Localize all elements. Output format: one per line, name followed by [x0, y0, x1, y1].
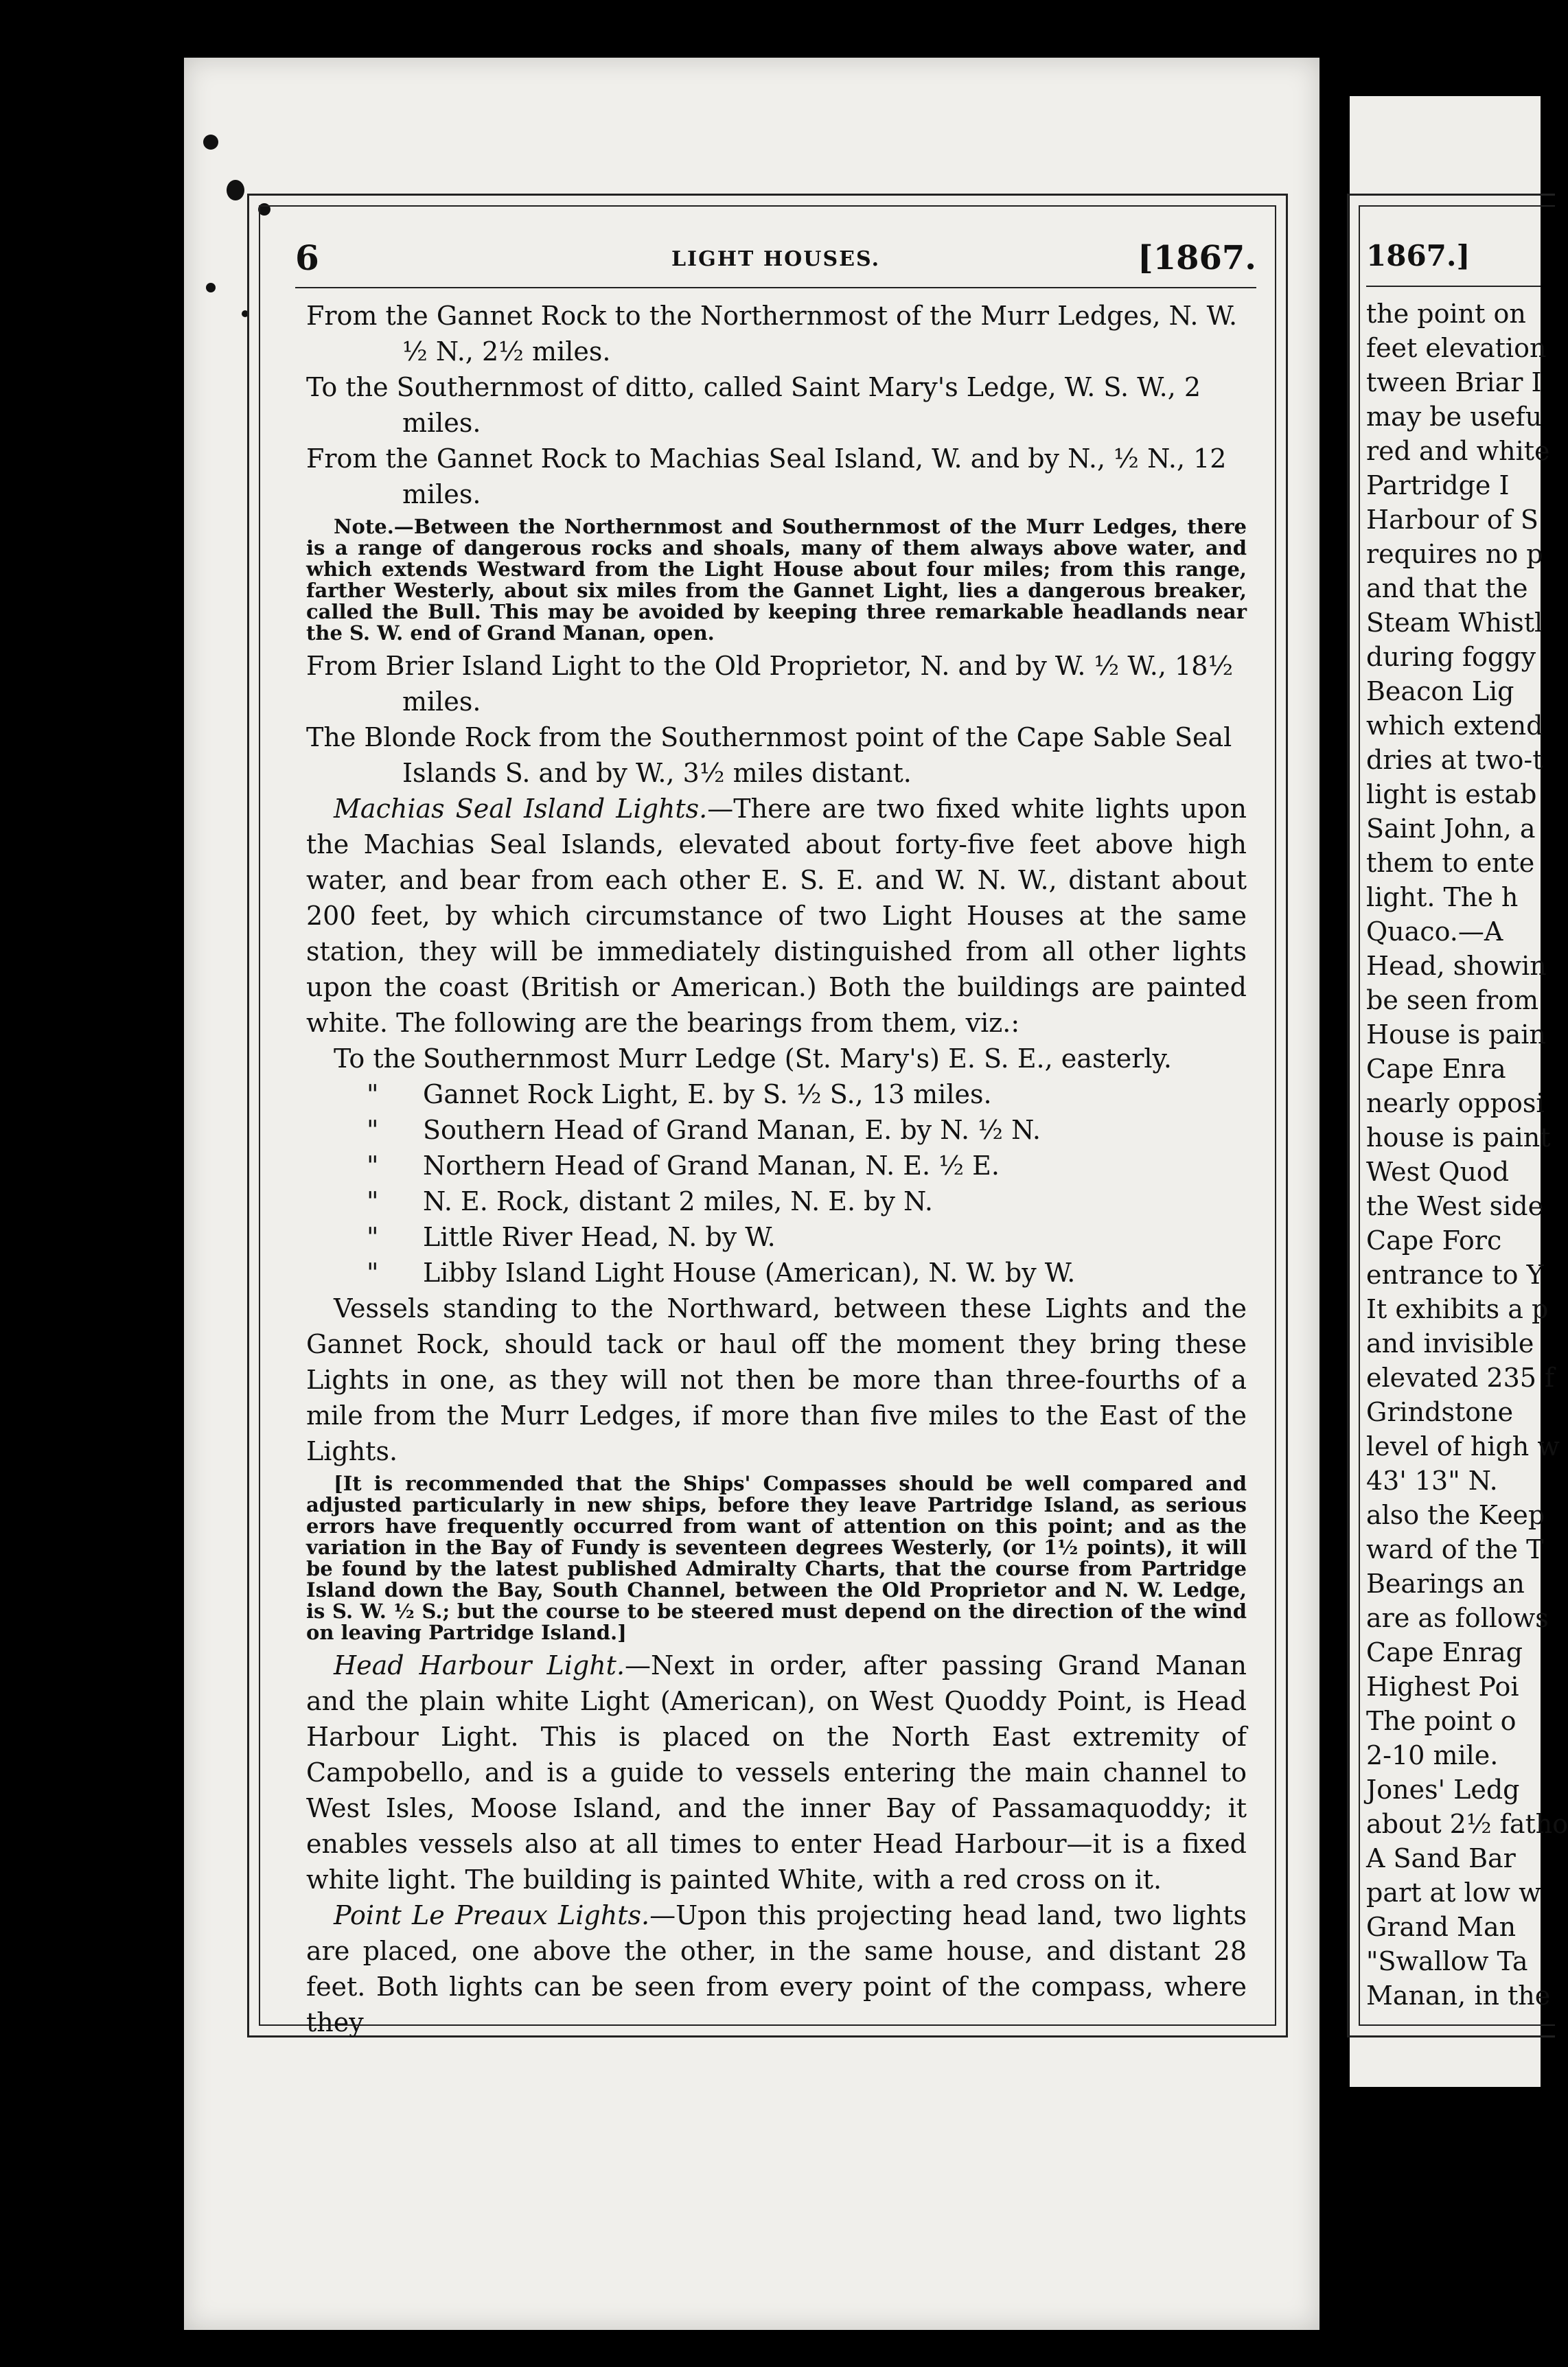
facing-page-line: which extend: [1366, 711, 1543, 741]
section-heading: Head Harbour Light.: [334, 1650, 625, 1681]
bearing-row: [334, 1041, 1247, 1076]
page-title: LIGHT HOUSES.: [671, 247, 881, 271]
bearing-mark: To the: [334, 1043, 416, 1074]
facing-page-line: Cape Enra: [1366, 1054, 1506, 1084]
facing-page-line: light. The h: [1366, 882, 1519, 912]
facing-page-line: Bearings an: [1366, 1569, 1525, 1599]
ink-spot: [227, 180, 244, 200]
bearing-text: Northern Head of Grand Manan, N. E. ½ E.: [423, 1151, 1000, 1181]
facing-page-line: red and white: [1366, 436, 1550, 466]
facing-page-line: It exhibits a p: [1366, 1294, 1549, 1324]
facing-page-line: and that the: [1366, 573, 1528, 603]
bearing-row: [334, 1184, 1247, 1219]
facing-page-line: requires no p: [1366, 539, 1543, 569]
bearing-mark: ": [367, 1115, 379, 1145]
facing-page-line: Highest Poi: [1366, 1672, 1519, 1702]
facing-page-line: elevated 235 f: [1366, 1363, 1555, 1393]
facing-page-line: "Swallow Ta: [1366, 1946, 1528, 1976]
facing-page-line: Partridge I: [1366, 470, 1510, 500]
facing-page-line: be seen from: [1366, 985, 1539, 1015]
facing-page-line: Beacon Lig: [1366, 676, 1514, 706]
facing-page-line: 43' 13" N.: [1366, 1466, 1498, 1496]
facing-page-line: ward of the T: [1366, 1534, 1544, 1564]
bearing-mark: ": [367, 1186, 379, 1216]
page-content: [295, 233, 1256, 2040]
vessels-paragraph: Vessels standing to the Northward, between these Lights and the Gannet Rock, should tack or haul off the moment they bring these Lights in one, as they will not then be more than three-fourths of a mile from the Murr Ledges, if more than five miles to the East of the Lights.: [306, 1293, 1247, 1466]
facing-page-line: entrance to Y: [1366, 1260, 1544, 1290]
bearing-text: Gannet Rock Light, E. by S. ½ S., 13 miles.: [423, 1079, 992, 1109]
facing-page-line: Quaco.—A: [1366, 916, 1503, 947]
facing-page-lines: [1366, 297, 1568, 2013]
page-year: [1867.: [1137, 239, 1256, 277]
section-heading: Point Le Preaux Lights.: [334, 1900, 650, 1930]
bearing-paragraph: From Brier Island Light to the Old Proprietor, N. and by W. ½ W., 18½ miles.: [306, 651, 1234, 717]
page-number: 6: [295, 238, 319, 278]
facing-page-line: during foggy: [1366, 642, 1536, 672]
facing-page-line: part at low w: [1366, 1878, 1541, 1908]
head-harbour-paragraph: [306, 1648, 1247, 1897]
bearings-list: [306, 1041, 1247, 1291]
bearing-row: [334, 1219, 1247, 1255]
facing-page-line: Steam Whistl: [1366, 608, 1543, 638]
facing-page-line: Jones' Ledg: [1366, 1775, 1520, 1805]
facing-page-line: Cape Enrag: [1366, 1637, 1523, 1667]
bearing-row: [334, 1076, 1247, 1112]
point-le-preaux-paragraph: [306, 1897, 1247, 2040]
facing-page-line: feet elevation: [1366, 333, 1547, 363]
bearing-row: [334, 1148, 1247, 1184]
ink-spot: [203, 135, 218, 150]
bearing-mark: ": [367, 1222, 379, 1252]
bearing-text: Southern Head of Grand Manan, E. by N. ½ N.: [423, 1115, 1041, 1145]
facing-page-year: 1867.]: [1366, 233, 1541, 287]
bearing-mark: ": [367, 1258, 379, 1288]
bearing-paragraph: The Blonde Rock from the Southernmost point of the Cape Sable Seal Islands S. and by W., 3½ miles distant.: [306, 722, 1232, 788]
note-paragraph: Note.—Between the Northernmost and Southernmost of the Murr Ledges, there is a range of dangerous rocks and shoals, many of them always above water, and which extends Westward from the Light House about four miles; from this range, farther Westerly, about six miles from the Gannet Light, lies a dangerous breaker, called the Bull. This may be avoided by keeping three remarkable headlands near the S. W. end of Grand Manan, open.: [306, 515, 1247, 645]
article-body: [306, 298, 1247, 2040]
facing-page-line: the point on: [1366, 299, 1526, 329]
facing-page-line: tween Briar I: [1366, 367, 1542, 397]
compass-note: [It is recommended that the Ships' Compasses should be well compared and adjusted particularly in new ships, before they leave Partridge Island, as serious errors have frequently occurred from want of attention on this point; and as the variation in the Bay of Fundy is seventeen degrees Westerly, (or 1½ points), it will be found by the latest published Admiralty Charts, that the course from Partridge Island down the Bay, South Channel, between the Old Proprietor and N. W. Ledge, is S. W. ½ S.; but the course to be steered must depend on the direction of the wind on leaving Partridge Island.]: [306, 1472, 1247, 1644]
facing-page-line: about 2½ fatho: [1366, 1809, 1568, 1839]
facing-page-line: them to ente: [1366, 848, 1535, 878]
facing-page-line: West Quod: [1366, 1157, 1510, 1187]
facing-page-line: house is paint: [1366, 1122, 1551, 1153]
bearing-row: [334, 1112, 1247, 1148]
facing-page-line: the West side: [1366, 1191, 1544, 1221]
facing-page-line: The point o: [1366, 1706, 1517, 1736]
facing-page-line: and invisible: [1366, 1328, 1534, 1359]
facing-page-line: A Sand Bar: [1366, 1843, 1516, 1873]
bearing-text: N. E. Rock, distant 2 miles, N. E. by N.: [423, 1186, 933, 1216]
facing-page-line: 2-10 mile.: [1366, 1740, 1499, 1770]
ink-spot: [206, 283, 216, 292]
bearing-paragraph: From the Gannet Rock to Machias Seal Island, W. and by N., ½ N., 12 miles.: [306, 443, 1227, 509]
bearing-paragraph: To the Southernmost of ditto, called Saint Mary's Ledge, W. S. W., 2 miles.: [306, 372, 1201, 438]
facing-page-line: nearly opposi: [1366, 1088, 1545, 1118]
facing-page-line: Cape Forc: [1366, 1225, 1502, 1256]
running-head: [295, 233, 1256, 288]
section-text: —Next in order, after passing Grand Manan and the plain white Light (American), on West Quoddy Point, is Head Harbour Light. This is placed on the North East extremity of Campobello, and is a guide to vessels entering the main channel to West Isles, Moose Island, and the inner Bay of Passamaquoddy; it enables vessels also at all times to enter Head Harbour—it is a fixed white light. The building is painted White, with a red cross on it.: [306, 1650, 1247, 1895]
facing-page-line: also the Keep: [1366, 1500, 1545, 1530]
machias-paragraph: [306, 791, 1247, 1041]
section-text: —There are two fixed white lights upon the Machias Seal Islands, elevated about forty-five feet above high water, and bear from each other E. S. E. and W. N. W., distant about 200 feet, by which circumstance of two Light Houses at the same station, they will be immediately distinguished from all other lights upon the coast (British or American.) Both the buildings are painted white. The following are the bearings from them, viz.:: [306, 794, 1247, 1038]
facing-page-line: Saint John, a: [1366, 813, 1536, 844]
bearing-text: Southernmost Murr Ledge (St. Mary's) E. S. E., easterly.: [423, 1043, 1173, 1074]
facing-page-line: may be usefu: [1366, 402, 1543, 432]
facing-page-content: [1366, 233, 1568, 2013]
facing-page-line: level of high w: [1366, 1431, 1560, 1462]
facing-page-line: Manan, in the: [1366, 1981, 1551, 2011]
bearing-mark: ": [367, 1151, 379, 1181]
facing-page-line: House is pain: [1366, 1019, 1546, 1050]
bearing-row: [334, 1255, 1247, 1291]
facing-page-line: Grand Man: [1366, 1912, 1517, 1942]
facing-page-line: are as follows: [1366, 1603, 1549, 1633]
bearing-paragraph: From the Gannet Rock to the Northernmost of the Murr Ledges, N. W. ½ N., 2½ miles.: [306, 301, 1238, 367]
bearing-mark: ": [367, 1079, 379, 1109]
facing-page-line: Head, showin: [1366, 951, 1547, 981]
facing-page-line: dries at two-t: [1366, 745, 1543, 775]
bearing-text: Libby Island Light House (American), N. W. by W.: [423, 1258, 1076, 1288]
facing-page-line: light is estab: [1366, 779, 1537, 809]
section-heading: Machias Seal Island Lights.: [334, 794, 708, 824]
facing-page-line: Harbour of S: [1366, 505, 1538, 535]
section-text: —Upon this projecting head land, two lights are placed, one above the other, in the same house, and distant 28 feet. Both lights can be seen from every point of the compass, where they: [306, 1900, 1247, 2037]
bearing-text: Little River Head, N. by W.: [423, 1222, 776, 1252]
facing-page-line: Grindstone: [1366, 1397, 1514, 1427]
